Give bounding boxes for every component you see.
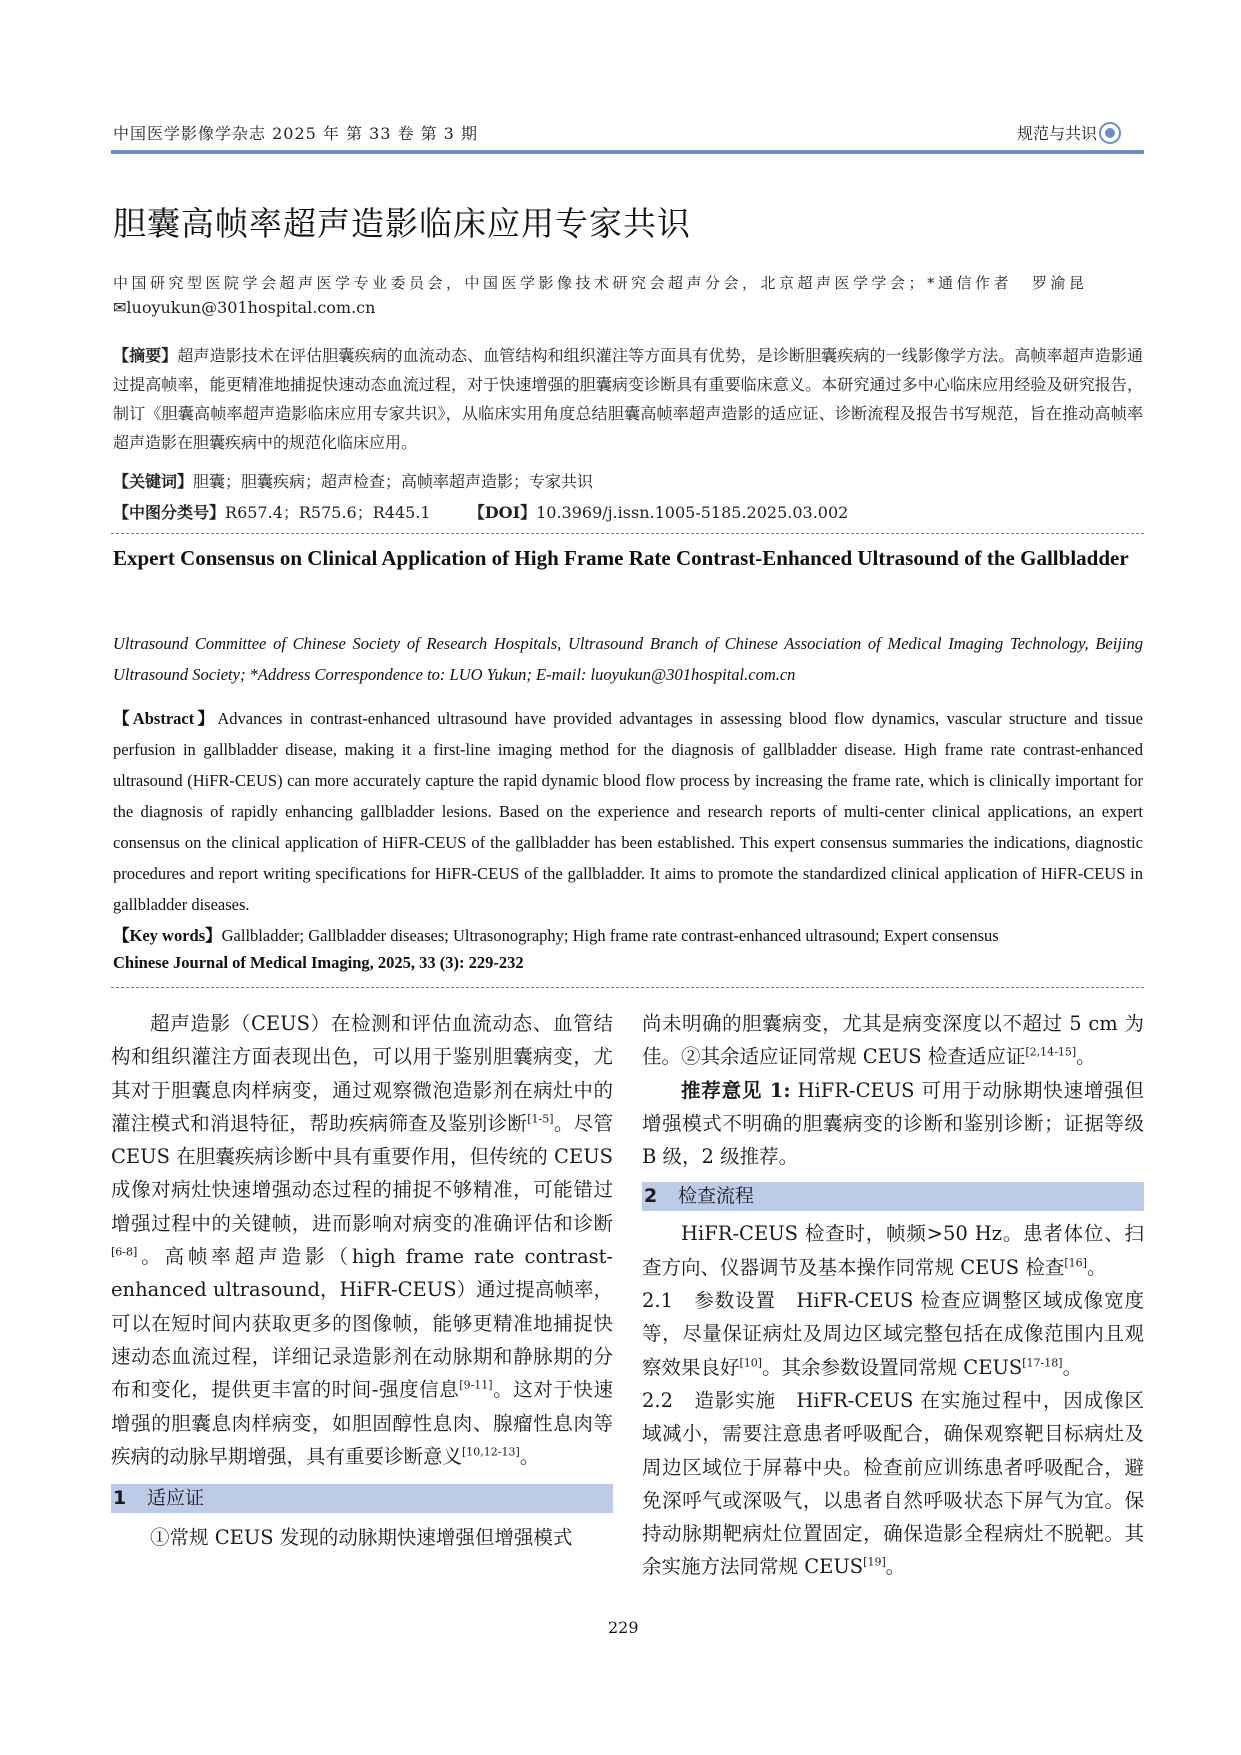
- body-text: 。其余参数设置同常规 CEUS: [762, 1355, 1023, 1379]
- title-cn: 胆囊高帧率超声造影临床应用专家共识: [113, 204, 691, 243]
- corresponding-author: 罗渝昆: [1032, 274, 1088, 292]
- authors-cn-text: 中国研究型医院学会超声医学专业委员会，中国医学影像技术研究会超声分会，北京超声医学学会；*通信作者: [113, 274, 1013, 292]
- reference-mark: [2,14-15]: [1025, 1045, 1077, 1059]
- section-heading-1: [111, 1484, 613, 1513]
- body-text: 2.2 造影实施 HiFR-CEUS 在实施过程中，因成像区域减小，需要注意患者呼吸配合，确保观察靶目标病灶及周边区域位于屏幕中央。检查前应训练患者呼吸配合，避免深呼气或深吸气，以患者自然呼吸状态下屏气为宜。保持动脉期靶病灶位置固定，确保造影全程病灶不脱靶。其余实施方法同常规 CEUS: [642, 1388, 1144, 1579]
- recommendation-text: HiFR-CEUS 可用于动脉期快速增强但增强模式不明确的胆囊病变的诊断和鉴别诊断；证据等级 B 级，2 级推荐。: [642, 1078, 1144, 1169]
- body-text: 尚未明确的胆囊病变，尤其是病变深度以不超过 5 cm 为佳。②其余适应证同常规 CEUS 检查适应证: [642, 1012, 1144, 1069]
- reference-mark: [10,12-13]: [462, 1445, 520, 1459]
- citation-en: Chinese Journal of Medical Imaging, 2025, 33 (3): 229-232: [113, 953, 524, 972]
- abstract-cn-text: 超声造影技术在评估胆囊疾病的血流动态、血管结构和组织灌注等方面具有优势，是诊断胆囊疾病的一线影像学方法。高帧率超声造影通过提高帧率，能更精准地捕捉快速动态血流过程，对于快速增强的胆囊病变诊断具有重要临床意义。本研究通过多中心临床应用经验及研究报告，制订《胆囊高帧率超声造影临床应用专家共识》，从临床实用角度总结胆囊高帧率超声造影的适应证、诊断流程及报告书写规范，旨在推动高帧率超声造影在胆囊疾病中的规范化临床应用。: [113, 346, 1143, 452]
- body-paragraph: [111, 1007, 613, 1473]
- body-text: HiFR-CEUS 检查时，帧频>50 Hz。患者体位、扫查方向、仪器调节及基本操作同常规 CEUS 检查: [642, 1222, 1144, 1279]
- body-text: 超声造影（CEUS）在检测和评估血流动态、血管结构和组织灌注方面表现出色，可以用于鉴别胆囊病变，尤其对于胆囊息肉样病变，通过观察微泡造影剂在病灶中的灌注模式和消退特征，帮助疾病筛查及鉴别诊断: [111, 1012, 613, 1135]
- body-text: 。尽管 CEUS 在胆囊疾病诊断中具有重要作用，但传统的 CEUS 成像对病灶快速增强动态过程的捕捉不够精准，可能错过增强过程中的关键帧，进而影响对病变的准确评估和诊断: [111, 1111, 613, 1235]
- body-text: 。: [1086, 1255, 1107, 1279]
- doi-label: 【DOI】: [468, 503, 537, 522]
- divider: [111, 987, 1144, 988]
- journal-header: 中国医学影像学杂志 2025 年 第 33 卷 第 3 期: [113, 124, 478, 143]
- reference-mark: [9-11]: [459, 1378, 493, 1392]
- body-text: 。: [1076, 1045, 1096, 1069]
- abstract-cn-label: 【摘要】: [113, 346, 178, 365]
- body-right-column: [642, 1007, 1144, 1584]
- authors-cn: [113, 268, 1143, 298]
- body-paragraph: [642, 1217, 1144, 1284]
- body-left-column: [111, 1007, 613, 1554]
- section-number: 1: [113, 1487, 127, 1510]
- body-paragraph: ①常规 CEUS 发现的动脉期快速增强但增强模式: [150, 1526, 573, 1550]
- abstract-en-text: Advances in contrast-enhanced ultrasound have provided advantages in assessing blood flow dynamics, vascular structure and tissue perfusion in gallbladder disease, making it a first-line imaging method for the diagnosis of gallbladder disease. High frame rate contrast-enhanced ultrasound (HiFR-CEUS) can more accurately capture the rapid dynamic blood flow process by increasing the frame rate, which is clinically important for the diagnosis of rapidly enhancing gallbladder lesions. Based on the experience and research reports of multi-center clinical applications, an expert consensus on the clinical application of HiFR-CEUS of the gallbladder has been established. This expert consensus summaries the indications, diagnostic procedures and report writing specifications for HiFR-CEUS of the gallbladder. It aims to promote the standardized clinical application of HiFR-CEUS in gallbladder diseases.: [113, 709, 1143, 914]
- reference-mark: [19]: [863, 1555, 886, 1569]
- body-text: 。这对于快速增强的胆囊息肉样病变，如胆固醇性息肉、腺瘤性息肉等疾病的动脉早期增强，具有重要诊断意义: [111, 1378, 613, 1468]
- page-number: 229: [608, 1618, 639, 1637]
- abstract-cn: [113, 341, 1143, 457]
- reference-mark: [17-18]: [1022, 1356, 1063, 1370]
- header-rule: [111, 150, 1144, 154]
- keywords-cn: [113, 467, 1143, 496]
- keywords-en-text: Gallbladder; Gallbladder diseases; Ultrasonography; High frame rate contrast-enhanced ultrasound; Expert consensus: [221, 926, 999, 945]
- keywords-cn-text: 胆囊；胆囊疾病；超声检查；高帧率超声造影；专家共识: [193, 472, 594, 491]
- journal-logo-icon: [1099, 122, 1121, 144]
- body-text: 。: [519, 1444, 540, 1468]
- section-label-text: 规范与共识: [1016, 124, 1097, 143]
- section-title: 适应证: [147, 1487, 205, 1510]
- recommendation-label: 推荐意见 1:: [681, 1078, 791, 1102]
- classification-line: [113, 498, 1143, 527]
- title-en: Expert Consensus on Clinical Application of High Frame Rate Contrast-Enhanced Ultrasound of the Gallbladder: [113, 546, 1129, 570]
- section-number: 2: [644, 1185, 658, 1208]
- body-text: 。高帧率超声造影（high frame rate contrast-enhanced ultrasound，HiFR-CEUS）通过提高帧率，可以在短时间内获取更多的图像帧，能够更精准地捕捉快速动态血流过程，详细记录造影剂在动脉期和静脉期的分布和变化，提供更丰富的时间-强度信息: [111, 1245, 613, 1402]
- classification-text: R657.4；R575.6；R445.1: [225, 503, 431, 522]
- affiliation-en: Ultrasound Committee of Chinese Society of Research Hospitals, Ultrasound Branch of Chinese Association of Medical Imaging Technology, Beijing Ultrasound Society; *Address Correspondence to: LUO Yukun; E-mail: luoyukun@301hospital.com.cn: [113, 634, 1143, 684]
- divider: [111, 533, 1144, 534]
- abstract-en: [113, 703, 1143, 920]
- classification-label: 【中图分类号】: [113, 503, 226, 522]
- abstract-en-label: 【Abstract】: [113, 709, 218, 728]
- subsection-2-1: [642, 1284, 1144, 1384]
- reference-mark: [10]: [739, 1356, 763, 1370]
- keywords-en-label: 【Key words】: [113, 926, 222, 945]
- body-paragraph: [642, 1007, 1144, 1074]
- email-cn: ✉luoyukun@301hospital.com.cn: [113, 298, 376, 317]
- section-heading-2: [642, 1182, 1144, 1211]
- reference-mark: [6-8]: [111, 1245, 138, 1259]
- keywords-cn-label: 【关键词】: [113, 472, 194, 491]
- section-label: [1017, 121, 1121, 146]
- subsection-2-2: [642, 1384, 1144, 1584]
- doi-text: 10.3969/j.issn.1005-5185.2025.03.002: [536, 503, 849, 522]
- body-text: 2.1 参数设置 HiFR-CEUS 检查应调整区域成像宽度等，尽量保证病灶及周边区域完整包括在成像范围内且观察效果良好: [642, 1289, 1144, 1379]
- recommendation: [642, 1074, 1144, 1174]
- keywords-en: [113, 922, 999, 946]
- section-title: 检查流程: [678, 1185, 755, 1208]
- reference-mark: [16]: [1064, 1256, 1087, 1270]
- body-text: 。: [1062, 1355, 1083, 1379]
- body-text: 。: [885, 1555, 906, 1579]
- reference-mark: [1-5]: [527, 1112, 554, 1126]
